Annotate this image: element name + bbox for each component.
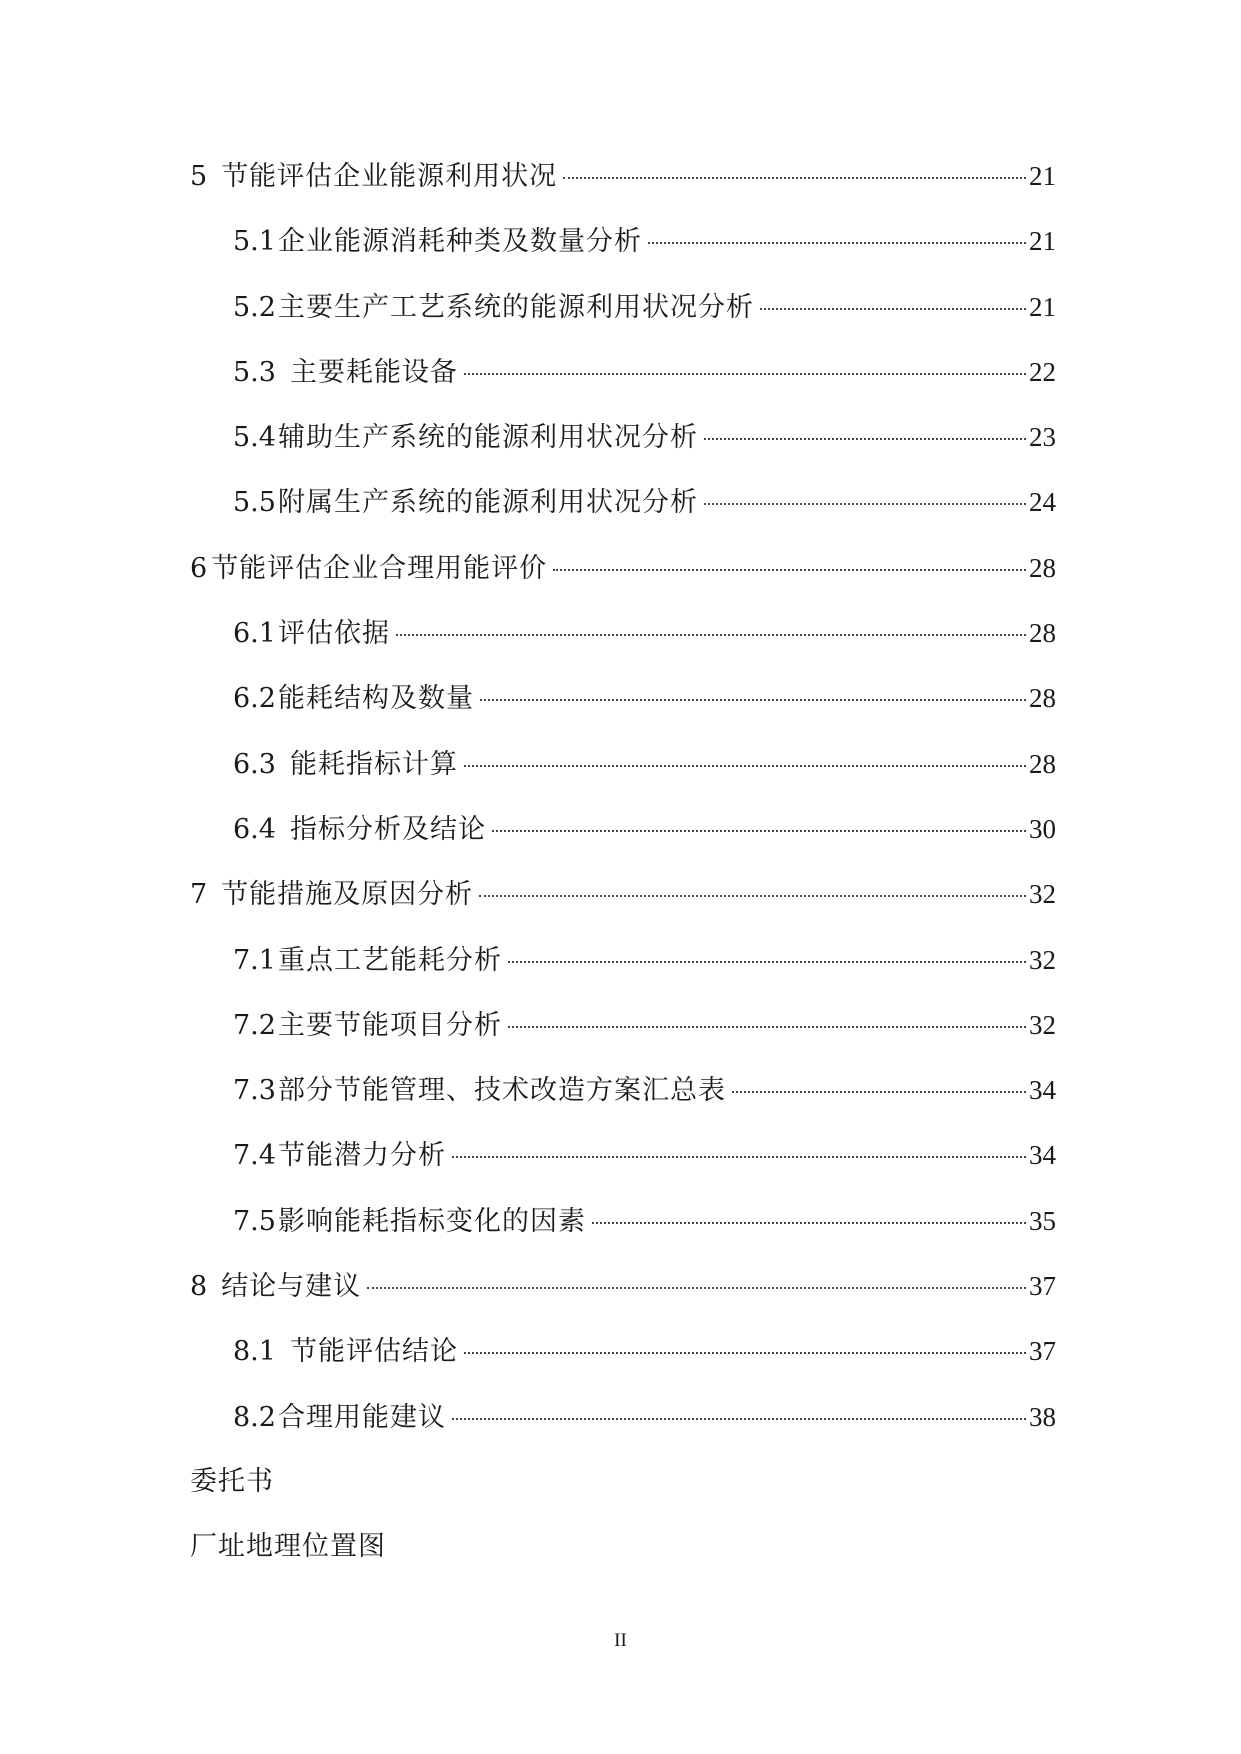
table-of-contents: [190, 156, 1056, 1593]
toc-entry-page: 37: [1029, 1271, 1056, 1302]
toc-entry-page: 28: [1029, 552, 1056, 583]
toc-entry-page: 35: [1029, 1205, 1056, 1236]
toc-entry-title: 主要生产工艺系统的能源利用状况分析: [277, 291, 754, 323]
toc-entry-title: 能耗指标计算: [289, 748, 458, 780]
toc-entry-title: 合理用能建议: [277, 1401, 446, 1433]
toc-entry-number: 7.5: [233, 1205, 276, 1237]
dot-leader: [732, 1091, 1026, 1093]
toc-entry-title: 影响能耗指标变化的因素: [277, 1205, 586, 1237]
toc-entry-number: 6: [190, 552, 208, 584]
toc-entry-6-1[interactable]: [190, 613, 1056, 678]
toc-entry-number: 8.2: [233, 1401, 276, 1433]
toc-appendix-site-location-map[interactable]: [190, 1527, 1056, 1592]
toc-entry-6[interactable]: [190, 548, 1056, 613]
dot-leader: [464, 1352, 1026, 1354]
toc-entry-title: 节能潜力分析: [277, 1140, 446, 1172]
dot-leader: [492, 830, 1026, 832]
toc-entry-7-1[interactable]: [190, 940, 1056, 1005]
dot-leader: [553, 569, 1026, 571]
toc-entry-number: 7.1: [233, 944, 276, 976]
toc-entry-7[interactable]: [190, 874, 1056, 939]
toc-entry-title: 节能措施及原因分析: [221, 879, 474, 911]
toc-entry-title: 主要耗能设备: [289, 356, 458, 388]
dot-leader: [464, 373, 1026, 375]
toc-entry-number: 8.1: [233, 1336, 276, 1368]
toc-entry-page: 30: [1029, 813, 1056, 844]
toc-entry-page: 28: [1029, 618, 1056, 649]
toc-entry-title: 主要节能项目分析: [277, 1009, 502, 1041]
toc-entry-title: 节能评估结论: [289, 1336, 458, 1368]
toc-entry-number: 7.2: [233, 1009, 276, 1041]
toc-entry-6-3[interactable]: [190, 744, 1056, 809]
dot-leader: [508, 961, 1026, 963]
dot-leader: [563, 177, 1026, 179]
toc-entry-page: 32: [1029, 1009, 1056, 1040]
toc-entry-number: 5.2: [233, 291, 276, 323]
toc-entry-5[interactable]: [190, 156, 1056, 221]
toc-entry-5-2[interactable]: [190, 287, 1056, 352]
toc-entry-title: 结论与建议: [221, 1271, 362, 1303]
toc-appendix-title: 厂址地理位置图: [190, 1531, 386, 1563]
dot-leader: [592, 1222, 1026, 1224]
toc-entry-8-2[interactable]: [190, 1397, 1056, 1462]
toc-entry-title: 指标分析及结论: [289, 813, 486, 845]
dot-leader: [452, 1156, 1026, 1158]
toc-entry-7-5[interactable]: [190, 1201, 1056, 1266]
page-number: II: [614, 1630, 627, 1651]
toc-entry-5-4[interactable]: [190, 417, 1056, 482]
toc-entry-number: 6.1: [233, 618, 276, 650]
toc-entry-8[interactable]: [190, 1266, 1056, 1331]
dot-leader: [760, 308, 1026, 310]
toc-entry-page: 21: [1029, 161, 1056, 191]
toc-entry-page: 22: [1029, 356, 1056, 387]
toc-entry-page: 32: [1029, 944, 1056, 975]
dot-leader: [367, 1287, 1026, 1289]
toc-entry-title: 评估依据: [277, 618, 390, 650]
toc-entry-page: 21: [1029, 291, 1056, 322]
dot-leader: [480, 699, 1026, 701]
toc-entry-number: 8: [190, 1271, 208, 1303]
toc-entry-page: 24: [1029, 487, 1056, 518]
toc-entry-number: 5: [190, 161, 208, 192]
toc-entry-title: 企业能源消耗种类及数量分析: [277, 226, 642, 258]
toc-entry-7-4[interactable]: [190, 1135, 1056, 1200]
toc-entry-number: 7.4: [233, 1140, 276, 1172]
toc-entry-6-2[interactable]: [190, 678, 1056, 743]
toc-entry-number: 5.5: [233, 487, 276, 519]
dot-leader: [396, 634, 1026, 636]
toc-entry-number: 5.4: [233, 422, 276, 454]
toc-entry-number: 6.2: [233, 683, 276, 715]
toc-entry-title: 节能评估企业能源利用状况: [221, 161, 558, 192]
toc-entry-8-1[interactable]: [190, 1331, 1056, 1396]
toc-entry-page: 32: [1029, 879, 1056, 910]
toc-entry-page: 23: [1029, 422, 1056, 453]
dot-leader: [508, 1026, 1026, 1028]
dot-leader: [479, 895, 1026, 897]
toc-entry-number: 5.1: [233, 226, 276, 258]
toc-entry-5-1[interactable]: [190, 221, 1056, 286]
toc-entry-title: 辅助生产系统的能源利用状况分析: [277, 422, 698, 454]
dot-leader: [464, 765, 1026, 767]
toc-appendix-commission-letter[interactable]: [190, 1462, 1056, 1527]
dot-leader: [704, 438, 1026, 440]
dot-leader: [452, 1418, 1026, 1420]
toc-entry-title: 部分节能管理、技术改造方案汇总表: [277, 1075, 726, 1107]
toc-entry-page: 37: [1029, 1336, 1056, 1367]
dot-leader: [704, 503, 1026, 505]
toc-entry-page: 38: [1029, 1401, 1056, 1432]
toc-entry-6-4[interactable]: [190, 809, 1056, 874]
toc-entry-number: 7: [190, 879, 208, 911]
toc-entry-title: 能耗结构及数量: [277, 683, 474, 715]
toc-entry-page: 34: [1029, 1140, 1056, 1171]
toc-entry-number: 6.4: [233, 813, 276, 845]
toc-entry-title: 节能评估企业合理用能评价: [211, 552, 548, 584]
toc-entry-page: 28: [1029, 748, 1056, 779]
toc-entry-5-5[interactable]: [190, 482, 1056, 547]
toc-entry-title: 重点工艺能耗分析: [277, 944, 502, 976]
dot-leader: [648, 242, 1026, 244]
toc-entry-title: 附属生产系统的能源利用状况分析: [277, 487, 698, 519]
toc-entry-page: 28: [1029, 683, 1056, 714]
toc-entry-7-3[interactable]: [190, 1070, 1056, 1135]
toc-appendix-title: 委托书: [190, 1465, 274, 1497]
toc-entry-5-3[interactable]: [190, 352, 1056, 417]
toc-entry-number: 7.3: [233, 1075, 276, 1107]
toc-entry-7-2[interactable]: [190, 1005, 1056, 1070]
toc-entry-page: 21: [1029, 226, 1056, 257]
toc-entry-page: 34: [1029, 1075, 1056, 1106]
toc-entry-number: 6.3: [233, 748, 276, 780]
toc-entry-number: 5.3: [233, 356, 276, 388]
